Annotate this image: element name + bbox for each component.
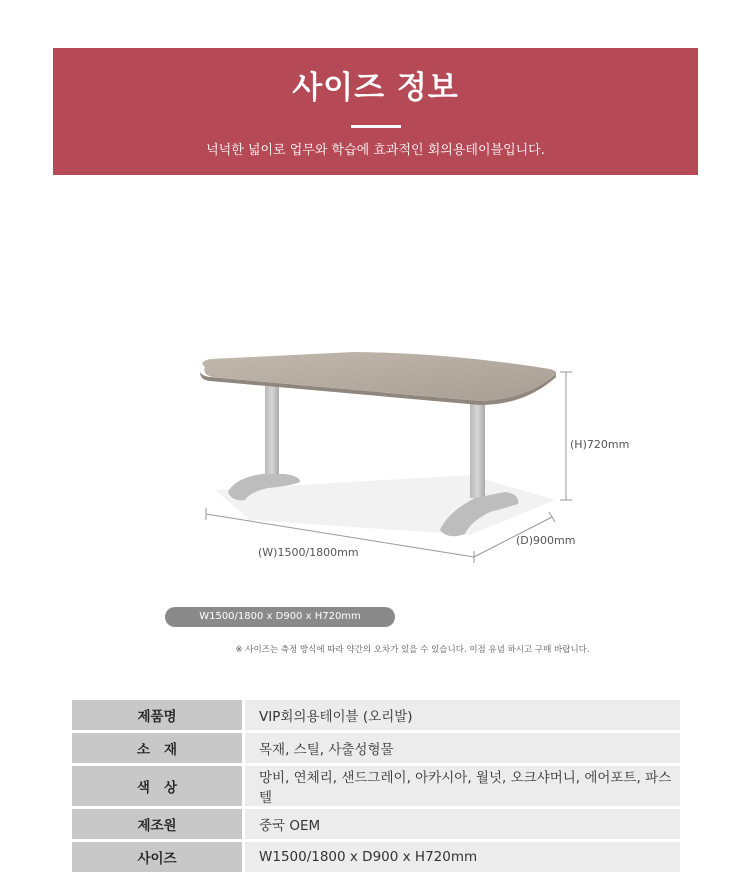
table-row <box>72 841 680 874</box>
table-row <box>72 732 680 765</box>
spec-key: 제품명 <box>72 700 244 732</box>
spec-key: 사이즈 <box>72 841 244 874</box>
width-label: (W)1500/1800mm <box>258 546 359 559</box>
spec-key: 색 상 <box>72 765 244 808</box>
page-subtitle: 넉넉한 넓이로 업무와 학습에 효과적인 회의용테이블입니다. <box>206 143 545 158</box>
table-row <box>72 700 680 732</box>
measurement-note: ※ 사이즈는 측정 방식에 따라 약간의 오차가 있을 수 있습니다. 이점 유념 하시고 구매 바랍니다. <box>235 645 590 655</box>
spec-value: VIP회의용테이블 (오리발) <box>244 700 681 732</box>
title-divider <box>351 125 401 128</box>
height-label: (H)720mm <box>570 438 630 451</box>
table-leg-left <box>265 385 279 480</box>
header-banner <box>53 48 698 175</box>
spec-key: 제조원 <box>72 808 244 841</box>
table-row <box>72 808 680 841</box>
table-row <box>72 765 680 808</box>
spec-key: 소 재 <box>72 732 244 765</box>
spec-value: 망비, 연체리, 샌드그레이, 아카시아, 월넛, 오크샤머니, 에어포트, 파스텔 <box>244 765 681 808</box>
page-title: 사이즈 정보 <box>292 70 459 106</box>
spec-table <box>72 700 680 875</box>
table-leg-right <box>470 398 485 498</box>
spec-value: W1500/1800 x D900 x H720mm <box>244 841 681 874</box>
spec-value: 목재, 스틸, 사출성형물 <box>244 732 681 765</box>
table-dimension-diagram <box>0 340 750 580</box>
depth-label: (D)900mm <box>516 534 576 547</box>
spec-value: 중국 OEM <box>244 808 681 841</box>
size-badge: W1500/1800 x D900 x H720mm <box>165 607 395 627</box>
